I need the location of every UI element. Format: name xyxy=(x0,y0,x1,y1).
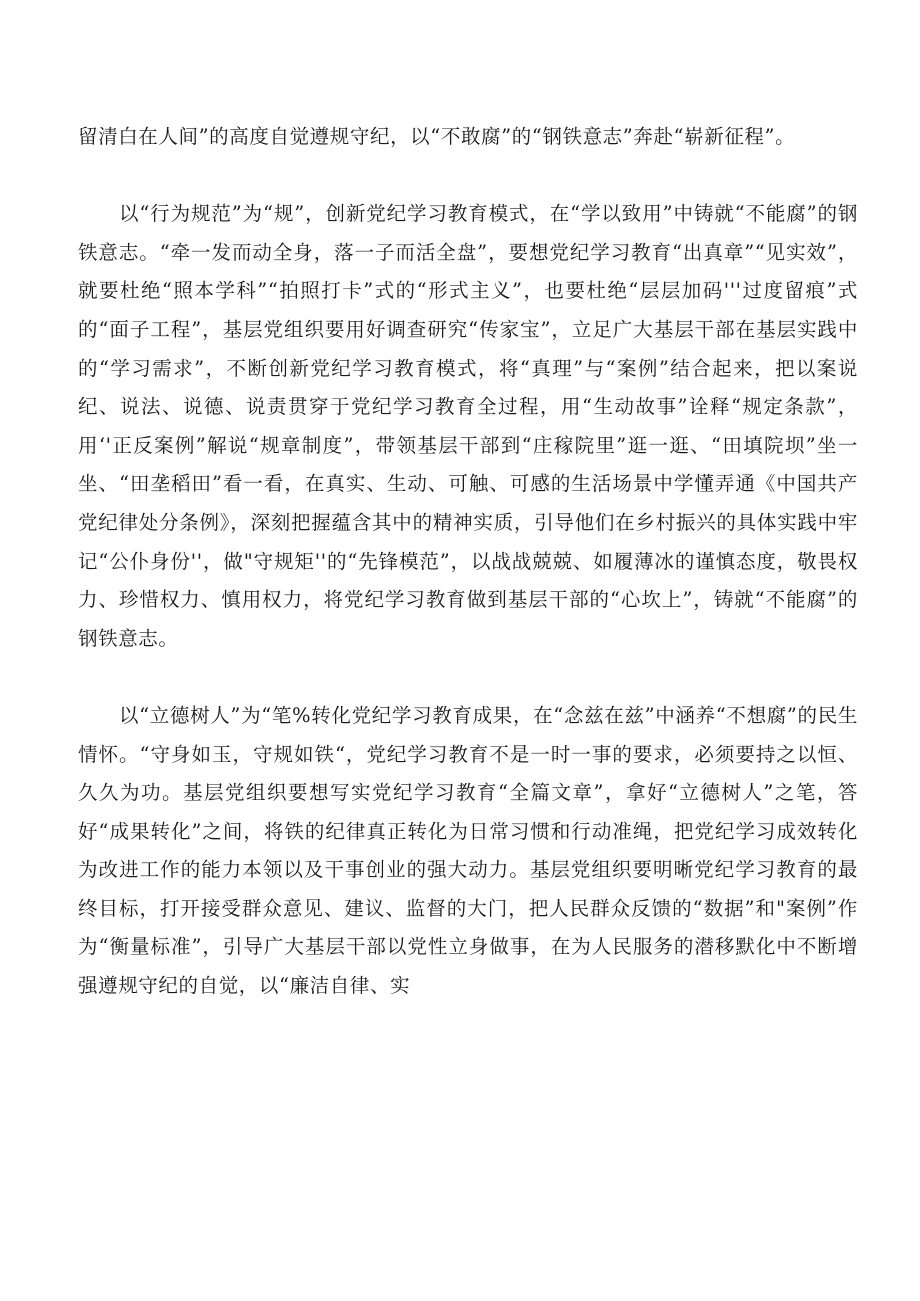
paragraph-behavior-norms: 以“行为规范”为“规”，创新党纪学习教育模式，在“学以致用”中铸就“不能腐”的钢铁意志。“牵一发而动全身，落一子而活全盘”，要想党纪学习教育“出真章”“见实效”，就要杜绝“照本学科”“拍照打卡”式的“形式主义”，也要杜绝“层层加码'''过度留痕”式的“面子工程”，基层党组织要用好调查研究“传家宝”，立足广大基层干部在基层实践中的“学习需求”，不断创新党纪学习教育模式，将“真理”与“案例”结合起来，把以案说纪、说法、说德、说责贯穿于党纪学习教育全过程，用“生动故事”诠释“规定条款”，用‘'正反案例”解说“规章制度”，带领基层干部到“庄稼院里”逛一逛、“田填院坝”坐一坐、“田垄稻田”看一看，在真实、生动、可触、可感的生活场景中学懂弄通《中国共产党纪律处分条例》，深刻把握蕴含其中的精神实质，引导他们在乡村振兴的具体实践中牢记“公仆身份''，做"守规矩''的“先锋模范”，以战战兢兢、如履薄冰的谨慎态度，敬畏权力、珍惜权力、慎用权力，将党纪学习教育做到基层干部的“心坎上”，铸就“不能腐”的钢铁意志。 xyxy=(78,202,858,650)
paragraph-continuation: 留清白在人间”的高度自觉遵规守纪，以“不敢腐”的“钢铁意志”奔赴“崭新征程”。 xyxy=(78,125,796,148)
paragraph-moral-education: 以“立德树人”为“笔%转化党纪学习教育成果，在“念兹在兹”中涵养“不想腐”的民生情怀。“守身如玉，守规如铁“，党纪学习教育不是一时一事的要求，必须要持之以恒、久久为功。基层党组织要想写实党纪学习教育“全篇文章”，拿好“立德树人”之笔，答好“成果转化”之间，将铁的纪律真正转化为日常习惯和行动准绳，把党纪学习成效转化为改进工作的能力本领以及干事创业的强大动力。基层党组织要明晰党纪学习教育的最终目标，打开接受群众意见、建议、监督的大门，把人民群众反馈的“数据”和"案例”作为“衡量标准”，引导广大基层干部以党性立身做事，在为人民服务的潜移默化中不断增强遵规守纪的自觉，以“廉洁自律、实 xyxy=(78,703,858,998)
document-page xyxy=(78,118,858,1006)
